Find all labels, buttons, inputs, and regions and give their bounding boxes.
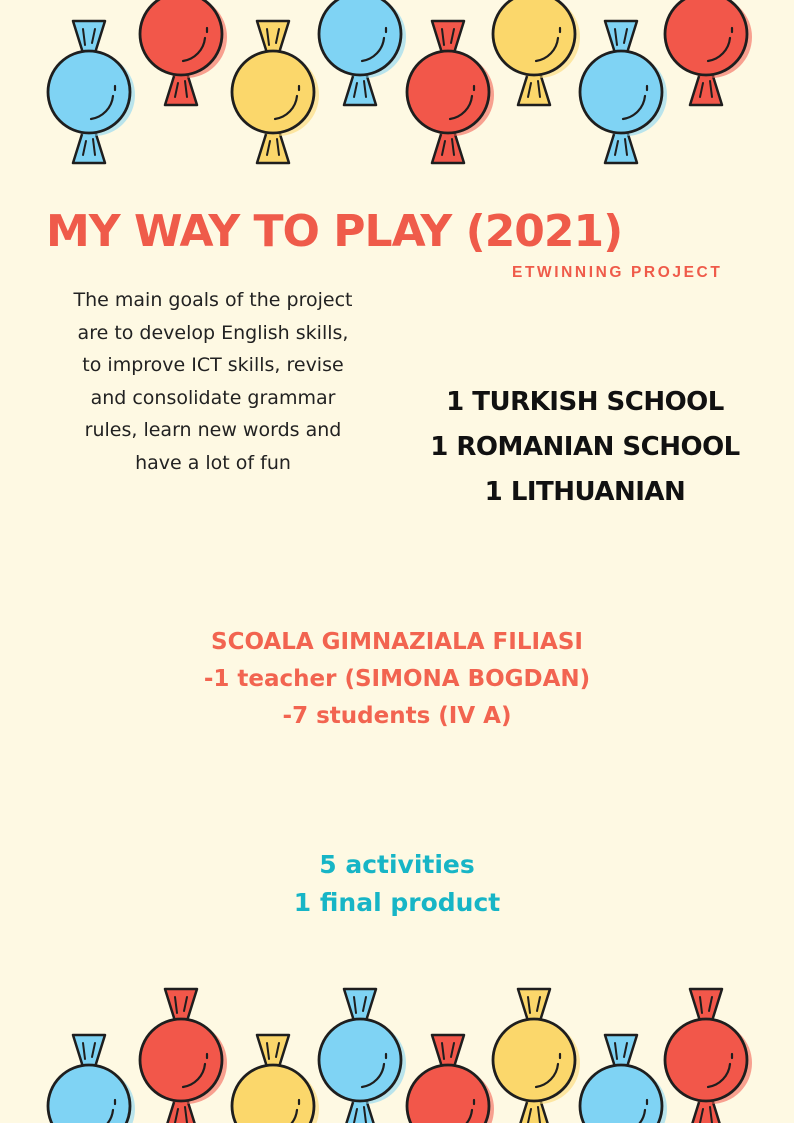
- goals-line: The main goals of the project: [73, 289, 353, 311]
- wrapped-candy-icon: [407, 1035, 494, 1123]
- poster-subtitle: ETWINNING PROJECT: [512, 264, 723, 281]
- wrapped-candy-icon: [232, 1035, 319, 1123]
- school-turkish: 1 TURKISH SCHOOL: [446, 387, 724, 417]
- goals-paragraph: [44, 284, 382, 479]
- wrapped-candy-icon: [140, 0, 227, 105]
- partner-schools: [430, 380, 740, 515]
- school-name: SCOALA GIMNAZIALA FILIASI: [211, 629, 583, 655]
- teacher-line: -1 teacher (SIMONA BOGDAN): [203, 666, 591, 692]
- top-candy-border: [0, 0, 794, 180]
- goals-line: to improve ICT skills, revise: [82, 354, 344, 376]
- wrapped-candy-icon: [48, 1035, 135, 1123]
- school-romanian: 1 ROMANIAN SCHOOL: [430, 432, 740, 462]
- poster-title: MY WAY TO PLAY (2021): [46, 206, 623, 257]
- candy-row-top: [0, 0, 794, 180]
- wrapped-candy-icon: [665, 0, 752, 105]
- goals-line: are to develop English skills,: [77, 321, 349, 344]
- wrapped-candy-icon: [48, 21, 135, 163]
- school-info: [0, 624, 794, 735]
- students-line: -7 students (IV A): [282, 703, 512, 729]
- wrapped-candy-icon: [319, 989, 406, 1123]
- candy-row-bottom: [0, 980, 794, 1123]
- wrapped-candy-icon: [665, 989, 752, 1123]
- final-product: 1 final product: [293, 888, 501, 917]
- wrapped-candy-icon: [493, 989, 580, 1123]
- bottom-candy-border: [0, 980, 794, 1123]
- school-lithuanian: 1 LITHUANIAN: [484, 477, 686, 507]
- wrapped-candy-icon: [140, 989, 227, 1123]
- activities-summary: [0, 846, 794, 922]
- activities-count: 5 activities: [319, 850, 475, 879]
- wrapped-candy-icon: [407, 21, 494, 163]
- wrapped-candy-icon: [580, 21, 667, 163]
- wrapped-candy-icon: [580, 1035, 667, 1123]
- wrapped-candy-icon: [493, 0, 580, 105]
- goals-line: and consolidate grammar: [90, 386, 336, 409]
- wrapped-candy-icon: [319, 0, 406, 105]
- goals-line: have a lot of fun: [135, 451, 291, 474]
- goals-line: rules, learn new words and: [84, 419, 342, 441]
- wrapped-candy-icon: [232, 21, 319, 163]
